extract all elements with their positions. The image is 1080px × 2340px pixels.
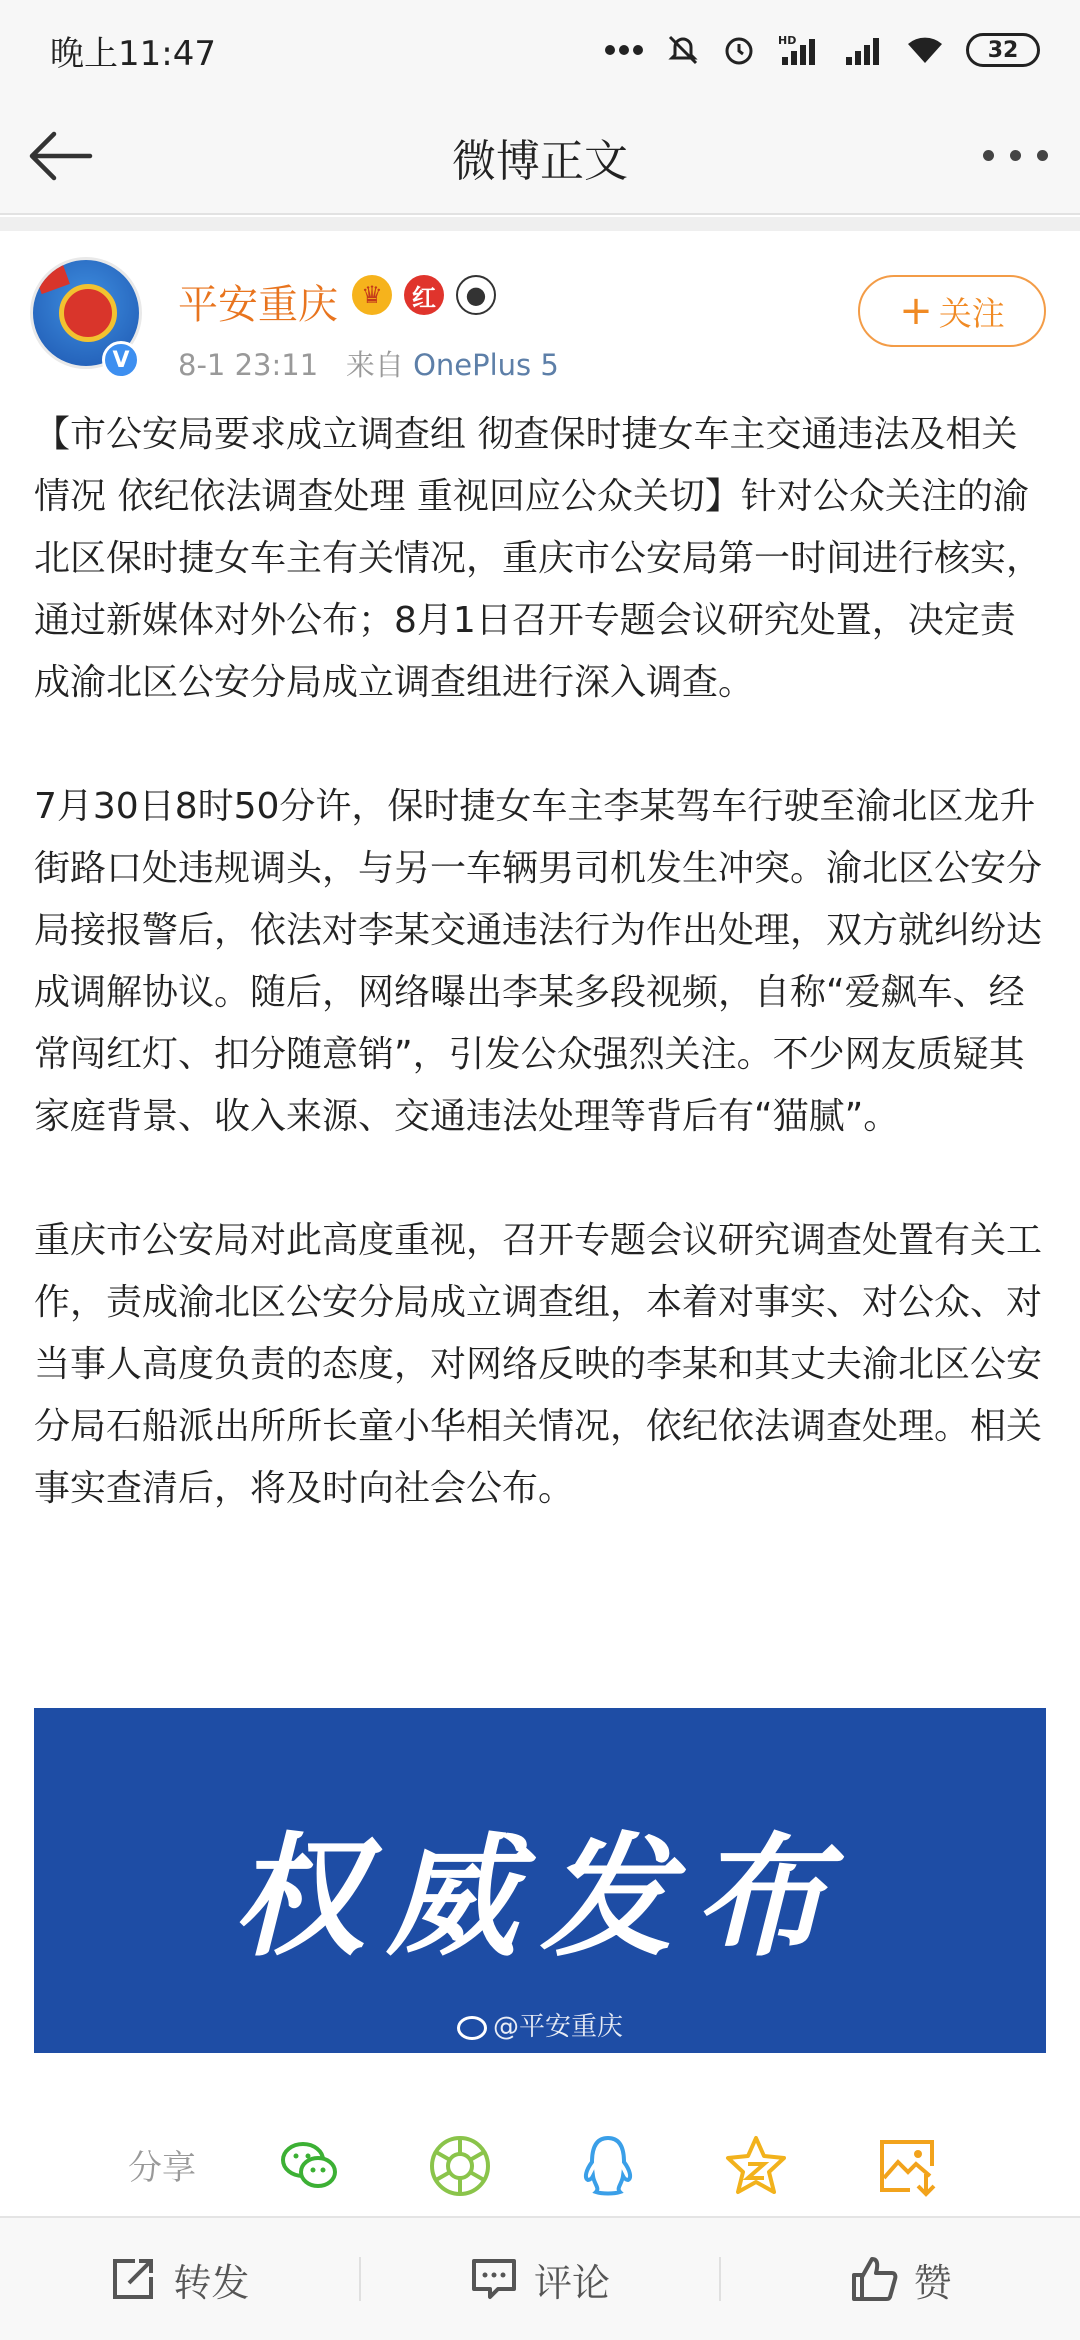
weibo-logo-icon [457,2016,487,2040]
title-bar [0,100,1080,215]
like-button[interactable] [721,2218,1080,2340]
image-headline: 权威发布 [232,1820,848,1975]
plus-icon: + [899,288,933,334]
post-paragraph: 7月30日8时50分许，保时捷女车主李某驾车行驶至渝北区龙升街路口处违规调头，与另一车辆男司机发生冲突。渝北区公安分局接报警后，依法对李某交通违法行为作出处理，双方就纠纷达成调解协议。随后，网络曝出李某多段视频，自称“爱飙车、经常闯红灯、扣分随意销”，引发公众强烈关注。不少网友质疑其家庭背景、收入来源、交通违法处理等背后有“猫腻”。 [34,786,1043,1137]
post-paragraph: 【市公安局要求成立调查组 彻查保时捷女车主交通违法及相关情况 依纪依法调查处理 重视回应公众关切】针对公众关注的渝北区保时捷女车主有关情况，重庆市公安局第一时间进行核实，通过新媒体对外公布；8月1日召开专题会议研究处置，决定责成渝北区公安分局成立调查组进行深入调查。 [34,414,1043,703]
post-paragraph: 重庆市公安局对此高度重视，召开专题会议研究调查处置有关工作，责成渝北区公安分局成立调查组，本着对事实、对公众、对当事人高度负责的态度，对网络反映的李某和其丈夫渝北区公安分局石船派出所所长童小华相关情况，依纪依法调查处理。相关事实查清后，将及时向社会公布。 [34,1220,1043,1509]
qq-icon[interactable] [574,2132,642,2200]
mute-icon [666,33,700,67]
source-prefix: 来自 [345,348,404,382]
source-device[interactable]: OnePlus 5 [413,348,559,382]
flag-icon [30,257,70,294]
more-dots-icon [604,44,644,56]
share-row [0,2110,1080,2210]
like-label: 赞 [913,2260,952,2305]
repost-icon [109,2255,157,2303]
post-image[interactable] [34,1708,1046,2053]
repost-label: 转发 [173,2260,250,2305]
alarm-icon [722,33,756,67]
follow-label: 关注 [938,293,1005,333]
comment-icon [470,2255,518,2303]
crown-badge-icon[interactable]: ♛ [352,275,392,315]
image-watermark: @平安重庆 [34,2006,1046,2043]
post-meta [178,343,559,384]
signal-icon [844,35,884,65]
status-time: 晚上11:47 [50,33,216,74]
police-emblem-icon [59,284,117,342]
post-content [34,404,1048,1520]
section-divider [0,217,1080,231]
hd-signal-icon [778,33,822,67]
save-image-icon[interactable] [874,2132,942,2200]
status-bar [0,0,1080,100]
wifi-icon [906,35,944,65]
thumbs-up-icon [850,2255,898,2303]
author-header [0,231,1080,391]
more-icon[interactable] [983,150,1048,161]
repost-button[interactable] [0,2218,359,2340]
panda-badge-icon[interactable]: ● [456,275,496,315]
comment-button[interactable] [361,2218,720,2340]
page-title: 微博正文 [452,135,628,187]
author-name[interactable]: 平安重庆 [178,282,338,328]
comment-label: 评论 [534,2260,611,2305]
svg-text:HD: HD [778,34,797,47]
red-badge[interactable]: 红 [404,275,444,315]
follow-button[interactable] [858,275,1046,347]
battery-icon: 32 [966,33,1040,67]
back-arrow-icon[interactable] [24,124,96,188]
bottom-action-bar [0,2216,1080,2340]
status-icons [604,33,1040,67]
wechat-icon[interactable] [276,2132,344,2200]
moments-icon[interactable] [426,2132,494,2200]
author-badges [352,275,496,315]
post-time: 8-1 23:11 [178,348,319,382]
qzone-icon[interactable] [722,2132,790,2200]
share-label: 分享 [128,2148,196,2188]
verified-icon: V [102,341,140,379]
